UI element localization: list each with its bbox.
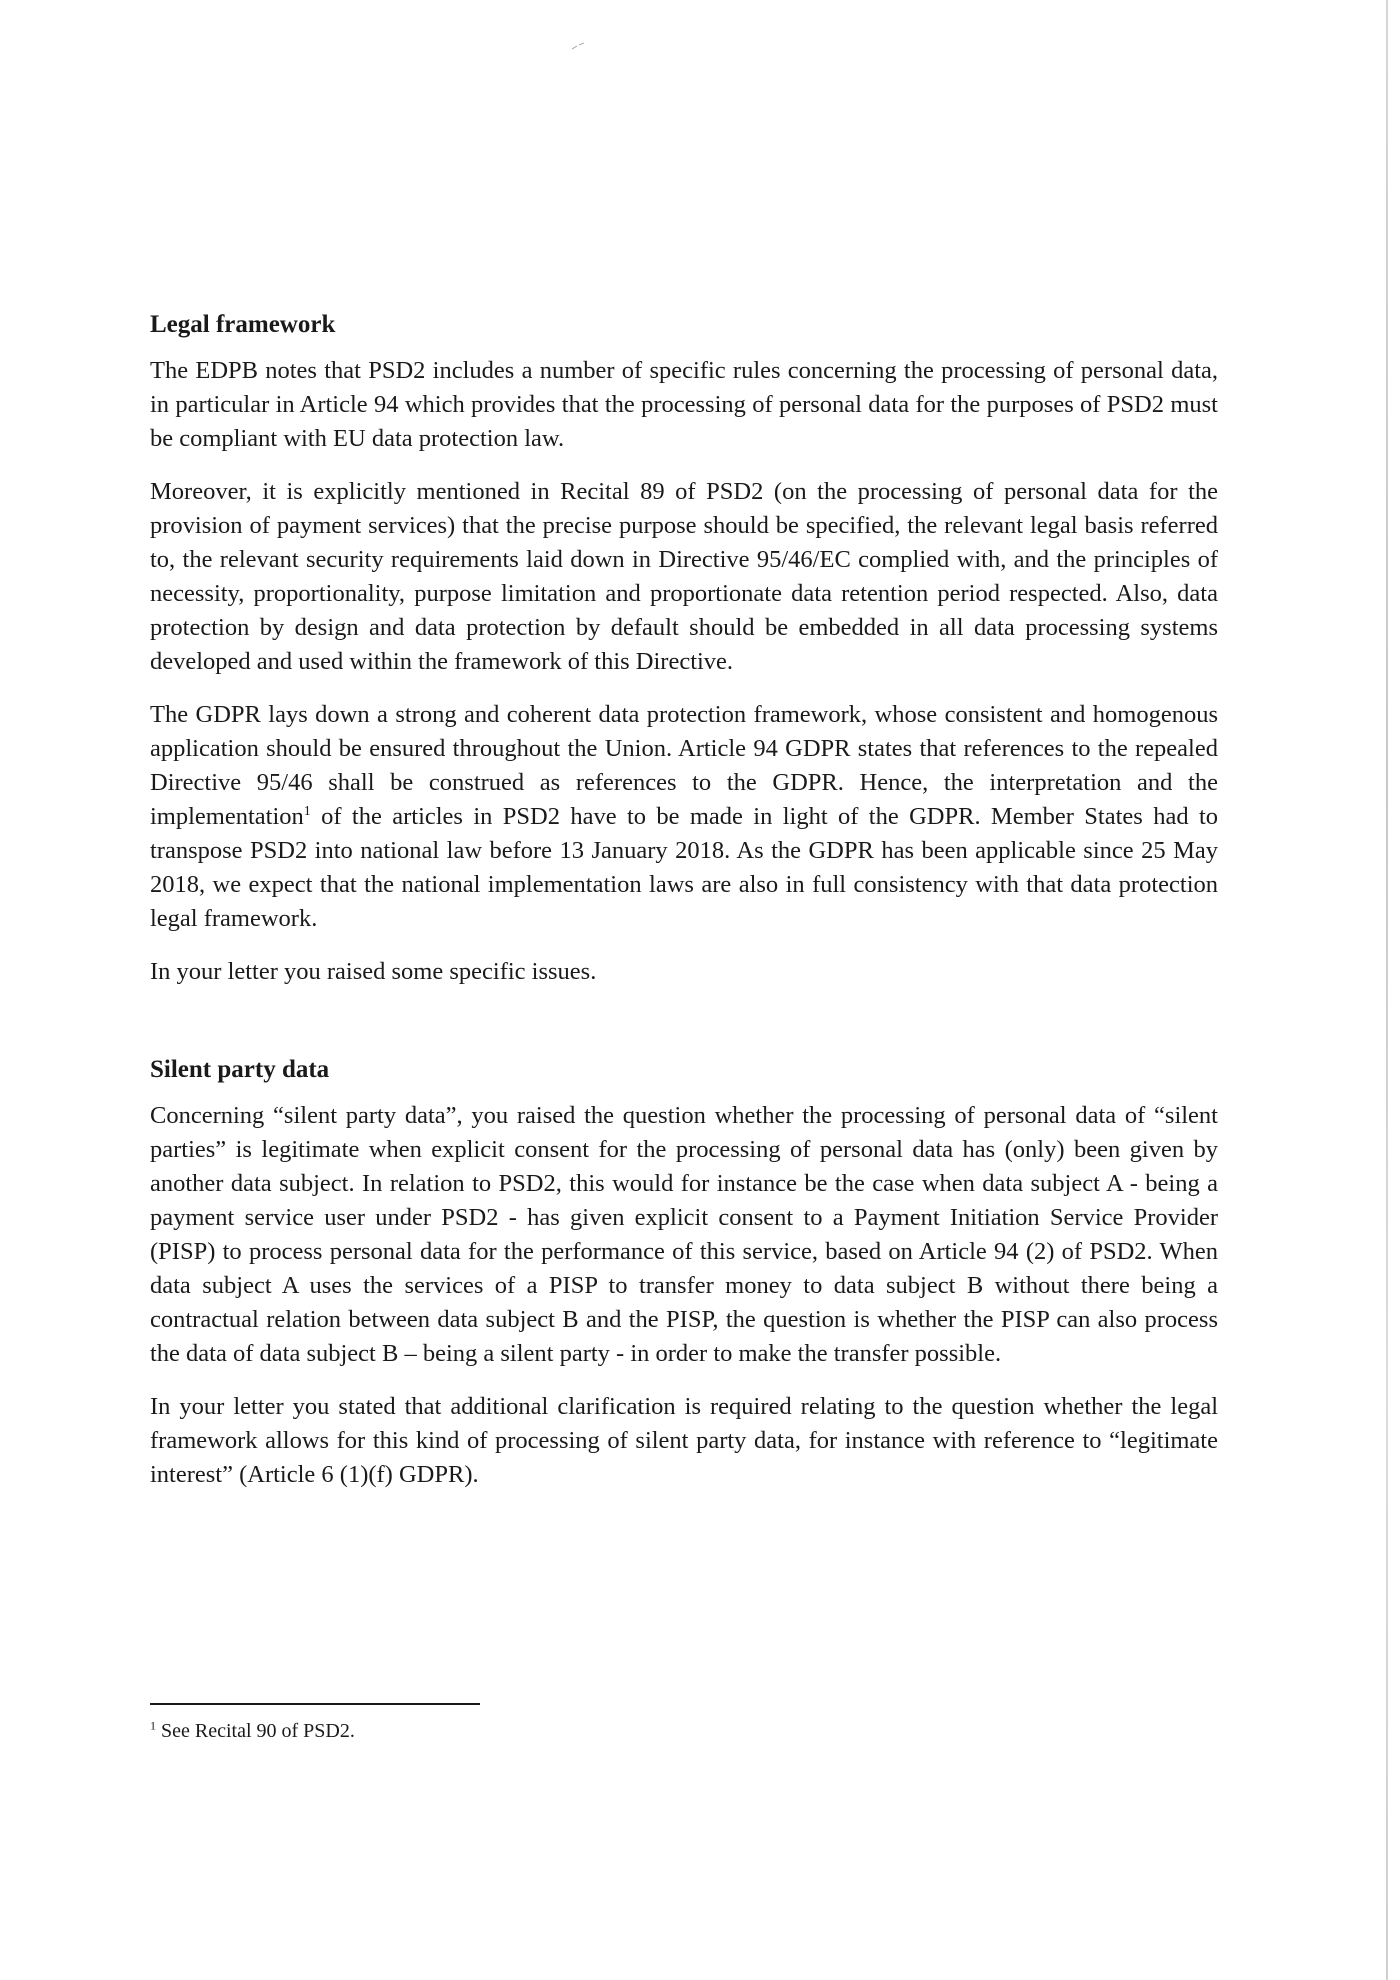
footnote-text: See Recital 90 of PSD2. bbox=[156, 1720, 355, 1742]
paragraph-text: of the articles in PSD2 have to be made in light of the GDPR. Member States had to transpose PSD2 into national law before 13 January 2018. As the GDPR has been applicable since 25 May 2018, we expect that the national implementation laws are also in full consistency with that data protection legal framework. bbox=[150, 803, 1218, 932]
paragraph: In your letter you raised some specific issues. bbox=[150, 958, 597, 985]
paragraph: In your letter you stated that additional clarification is required relating to the question whether the legal framework allows for this kind of processing of silent party data, for instance with reference to “legitimate interest” (Article 6 (1)(f) GDPR). bbox=[150, 1393, 1218, 1488]
section-heading-legal-framework: Legal framework bbox=[150, 311, 336, 338]
paragraph: Concerning “silent party data”, you raised the question whether the processing of personal data of “silent parties” is legitimate when explicit consent for the processing of personal data has (only) been given by another data subject. In relation to PSD2, this would for instance be the case when data subject A - being a payment service user under PSD2 - has given explicit consent to a Payment Initiation Service Provider (PISP) to process personal data for the performance of this service, based on Article 94 (2) of PSD2. When data subject A uses the services of a PISP to transfer money to data subject B without there being a contractual relation between data subject B and the PISP, the question is whether the PISP can also process the data of data subject B – being a silent party - in order to make the transfer possible. bbox=[150, 1102, 1218, 1367]
paragraph-with-footnote-ref bbox=[150, 698, 1218, 936]
silent-party-data-section bbox=[150, 1053, 1218, 1492]
scan-right-edge bbox=[1386, 0, 1388, 1980]
paragraph: Moreover, it is explicitly mentioned in Recital 89 of PSD2 (on the processing of personal data for the provision of payment services) that the precise purpose should be specified, the relevant legal basis referred to, the relevant security requirements laid down in Directive 95/46/EC complied with, and the principles of necessity, proportionality, purpose limitation and proportionate data retention period respected. Also, data protection by design and data protection by default should be embedded in all data processing systems developed and used within the framework of this Directive. bbox=[150, 478, 1218, 675]
paragraph: The EDPB notes that PSD2 includes a number of specific rules concerning the processing of personal data, in particular in Article 94 which provides that the processing of personal data for the purposes of PSD2 must be compliant with EU data protection law. bbox=[150, 357, 1218, 452]
scan-speck-mark bbox=[571, 42, 585, 50]
legal-framework-section bbox=[150, 308, 1218, 989]
document-body bbox=[150, 308, 1218, 1511]
footnote bbox=[150, 1717, 355, 1745]
footnote-reference: 1 bbox=[303, 803, 311, 819]
section-heading-silent-party-data: Silent party data bbox=[150, 1056, 330, 1083]
paragraph-text: The GDPR lays down a strong and coherent data protection framework, whose consistent and homogenous application should be ensured throughout the Union. Article 94 GDPR states that references to the repealed Directive 95/46 shall be construed as references to the GDPR. Hence, the interpretation and the implementation bbox=[150, 701, 1218, 830]
footnote-number: 1 bbox=[150, 1718, 156, 1733]
footnote-separator bbox=[150, 1703, 480, 1705]
